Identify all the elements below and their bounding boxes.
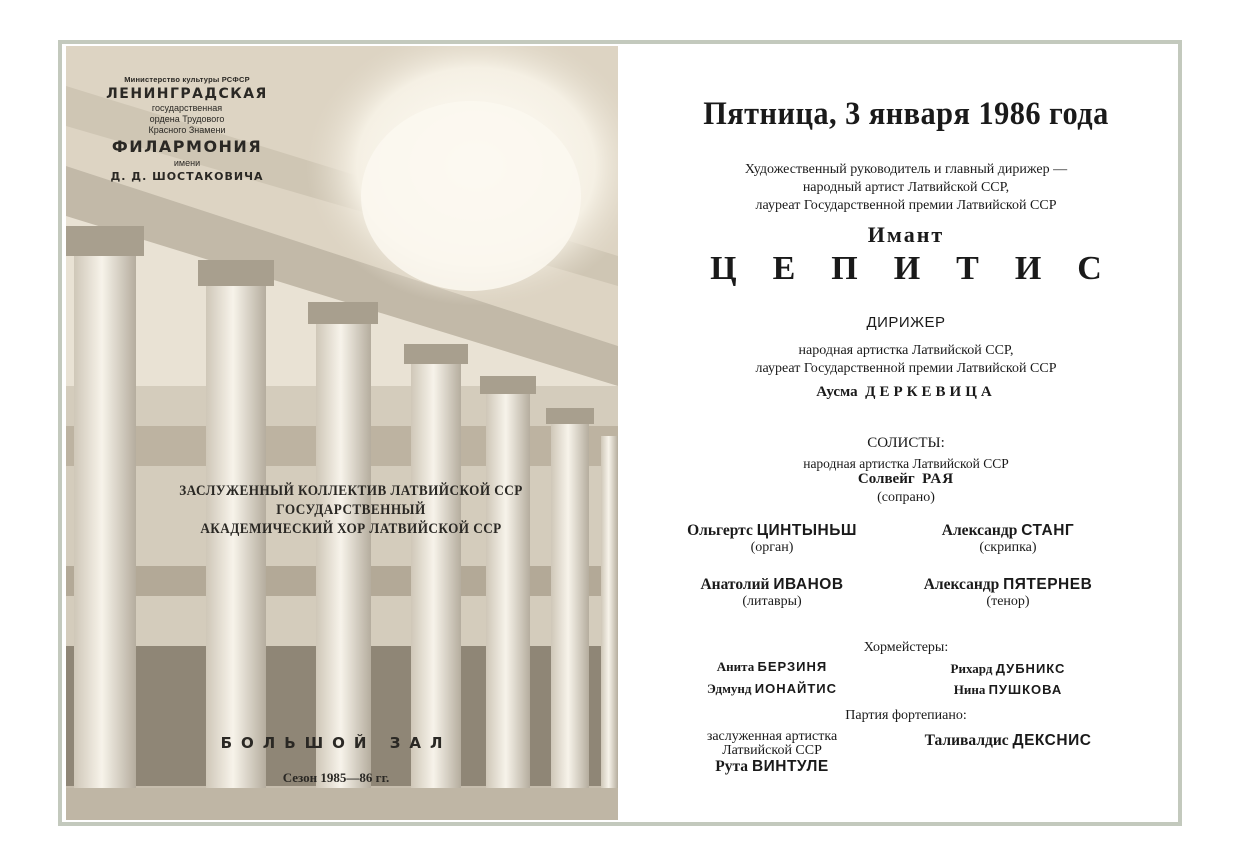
choirmaster-name <box>898 682 1118 698</box>
pianist-entry <box>662 730 882 776</box>
choirmaster-surname: ДУБНИКС <box>995 661 1066 676</box>
order-label: ордена Трудового <box>149 114 225 124</box>
soloist-given-name: Анатолий <box>700 576 770 593</box>
soloist-part: (тенор) <box>986 594 1030 609</box>
choirmaster-name <box>662 659 882 675</box>
pianist-entry <box>898 732 1118 750</box>
soloist-surname: ЦИНТЫНЬШ <box>756 522 857 539</box>
choir-title <box>153 482 549 539</box>
choirmaster-given-name: Анита <box>716 659 755 674</box>
conductor-role: ДИРИЖЕР <box>866 314 946 331</box>
soloist-given-name: Ольгертс <box>687 522 753 539</box>
city-label: ЛЕНИНГРАДСКАЯ <box>106 86 268 102</box>
choir-title-line: ЗАСЛУЖЕННЫЙ КОЛЛЕКТИВ ЛАТВИЙСКОЙ ССР <box>179 483 523 499</box>
hall-label: БОЛЬШОЙ ЗАЛ <box>220 734 452 752</box>
ministry-label: Министерство культуры РСФСР <box>124 75 250 84</box>
choirmaster-name <box>662 681 882 697</box>
conductor-name <box>636 384 1176 401</box>
soloist-surname: ИВАНОВ <box>773 576 844 593</box>
soloist-lead-part: (сопрано) <box>877 490 935 505</box>
choirmaster-given-name: Эдмунд <box>707 681 752 696</box>
state-label: государственная <box>151 103 223 113</box>
philharmonic-header <box>102 74 272 184</box>
director-title-line: лауреат Государственной премии Латвийской ССР <box>755 198 1057 213</box>
choirmaster-surname: ИОНАЙТИС <box>754 681 837 696</box>
conductor-surname: ДЕРКЕВИЦА <box>865 384 996 400</box>
piano-heading: Партия фортепиано: <box>845 708 967 723</box>
director-title-line: народный артист Латвийской ССР, <box>802 180 1010 195</box>
soloist-entry <box>662 522 882 556</box>
pianist-surname: ДЕКСНИС <box>1012 732 1092 749</box>
soloist-entry <box>898 522 1118 556</box>
choirmaster-name <box>898 661 1118 677</box>
director-given-name: Имант <box>867 222 945 247</box>
director-title <box>636 161 1176 215</box>
soloist-part: (скрипка) <box>979 540 1037 555</box>
soloist-lead-title: народная артистка Латвийской ССР <box>803 456 1009 471</box>
choirmasters-heading: Хормейстеры: <box>863 640 949 655</box>
pianist-given-name: Таливалдис <box>924 732 1009 749</box>
soloist-entry <box>898 576 1118 610</box>
cover-photo <box>66 46 618 820</box>
conductor-title <box>636 342 1176 378</box>
named-after-label: имени <box>173 158 201 168</box>
choirmaster-surname: БЕРЗИНЯ <box>757 659 828 674</box>
namesake-label: Д. Д. ШОСТАКОВИЧА <box>110 170 264 183</box>
choir-title-line: ГОСУДАРСТВЕННЫЙ <box>276 502 426 518</box>
conductor-given-name: Аусма <box>816 384 858 400</box>
banner-label: Красного Знамени <box>148 125 226 135</box>
institution-label: ФИЛАРМОНИЯ <box>111 137 263 156</box>
soloists-heading: СОЛИСТЫ: <box>867 435 945 451</box>
soloist-part: (литавры) <box>742 594 802 609</box>
soloist-surname: ПЯТЕРНЕВ <box>1003 576 1093 593</box>
conductor-title-line: лауреат Государственной премии Латвийской ССР <box>755 361 1057 376</box>
pianist-given-name: Рута <box>715 758 749 775</box>
choirmaster-surname: ПУШКОВА <box>988 682 1063 697</box>
conductor-title-line: народная артистка Латвийской ССР, <box>798 343 1014 358</box>
pianist-surname: ВИНТУЛЕ <box>751 758 829 775</box>
choirmaster-given-name: Рихард <box>950 661 993 676</box>
soloist-part: (орган) <box>750 540 794 555</box>
director-title-line: Художественный руководитель и главный дирижер — <box>744 162 1068 177</box>
soloist-given-name: Александр <box>941 522 1018 539</box>
soloist-surname: РАЯ <box>922 471 955 487</box>
choir-title-line: АКАДЕМИЧЕСКИЙ ХОР ЛАТВИЙСКОЙ ССР <box>200 521 502 537</box>
pianist-title-line: Латвийской ССР <box>722 743 822 758</box>
director-surname: ЦЕПИТИС <box>710 250 1138 287</box>
soloist-lead-name <box>636 471 1176 488</box>
choirmaster-given-name: Нина <box>953 682 986 697</box>
concert-date: Пятница, 3 января 1986 года <box>703 96 1109 132</box>
pianist-title-line: заслуженная артистка <box>706 729 838 744</box>
season-label: Сезон 1985—86 гг. <box>282 770 390 785</box>
soloist-given-name: Александр <box>923 576 1000 593</box>
soloist-surname: СТАНГ <box>1021 522 1075 539</box>
soloist-given-name: Солвейг <box>857 471 915 487</box>
soloist-entry <box>662 576 882 610</box>
